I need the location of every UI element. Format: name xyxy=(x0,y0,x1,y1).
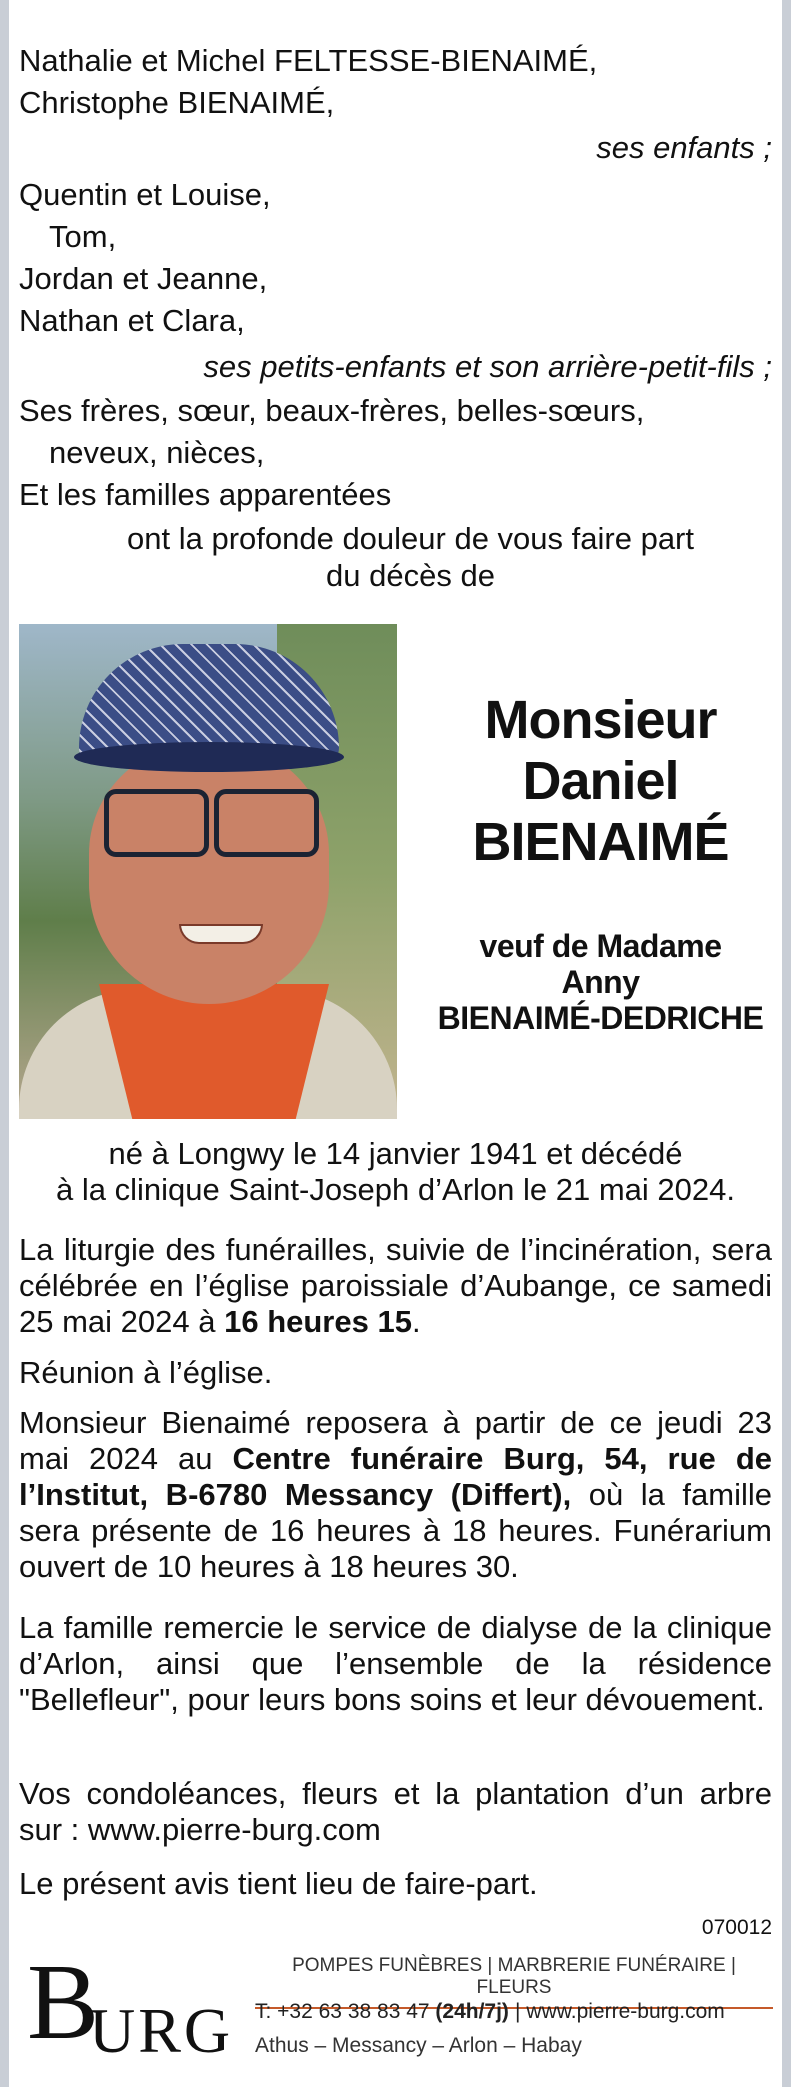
announcement xyxy=(19,520,772,594)
announcement-line: du décès de xyxy=(326,558,495,593)
children-names xyxy=(19,40,772,124)
deceased-last-name: BIENAIMÉ xyxy=(472,812,729,872)
thanks-paragraph: La famille remercie le service de dialyse de la clinique d’Arlon, ainsi que l’ensemble de la résidence "Bellefleur", pour leurs bons soins et leur dévouement. xyxy=(19,1610,772,1717)
death-line: à la clinique Saint-Joseph d’Arlon le 21 mai 2024. xyxy=(56,1172,735,1207)
funeral-center-address: Centre funéraire Burg, 54, rue de l’Institut, B-6780 Messancy (Differt), xyxy=(19,1441,772,1512)
liturgy-time: 16 heures 15 xyxy=(224,1304,412,1339)
phone-hours: (24h/7j) xyxy=(435,2000,509,2023)
grandchildren-names xyxy=(19,174,772,342)
widow-line: Anny xyxy=(561,964,640,1000)
rest-paragraph: Monsieur Bienaimé reposera à partir de ce jeudi 23 mai 2024 au Centre funéraire Burg, 54, rue de l’Institut, B-6780 Messancy (Differt), où la famille sera présente de 16 heures à 18 heures. Funérarium ouvert de 10 heures à 18 heures 30. xyxy=(19,1405,772,1584)
siblings-line: neveux, nièces, xyxy=(49,435,265,470)
services-line: POMPES FUNÈBRES | MARBRERIE FUNÉRAIRE | FLEURS xyxy=(255,1955,773,2009)
photo-cap-brim xyxy=(74,742,344,772)
grandchild-line: Nathan et Clara, xyxy=(19,303,245,338)
grandchild-line: Jordan et Jeanne, xyxy=(19,261,268,296)
siblings-line: Et les familles apparentées xyxy=(19,477,392,512)
announcement-line: ont la profonde douleur de vous faire part xyxy=(127,521,694,556)
phone-number: T: +32 63 38 83 47 xyxy=(255,2000,436,2023)
notice-paragraph: Le présent avis tient lieu de faire-part. xyxy=(19,1866,538,1901)
photo-smile xyxy=(179,924,263,944)
condolences-paragraph: Vos condoléances, fleurs et la plantation d’un arbre sur : www.pierre-burg.com xyxy=(19,1776,772,1847)
portrait-photo xyxy=(19,624,397,1119)
logo-letter-b: B xyxy=(27,1943,100,2062)
burg-logo xyxy=(27,1943,237,2066)
grandchildren-label: ses petits-enfants et son arrière-petit-fils ; xyxy=(203,349,772,384)
locations-line: Athus – Messancy – Arlon – Habay xyxy=(255,2034,582,2057)
children-label: ses enfants ; xyxy=(596,130,772,165)
siblings-line: Ses frères, sœur, beaux-frères, belles-sœurs, xyxy=(19,393,645,428)
website-link[interactable]: www.pierre-burg.com xyxy=(526,2000,725,2023)
obituary-page xyxy=(9,0,782,2087)
deceased-name xyxy=(429,690,772,873)
widow-of xyxy=(429,928,772,1036)
birth-death xyxy=(19,1136,772,1208)
photo-glasses xyxy=(104,789,314,849)
siblings-lines xyxy=(19,390,772,516)
child-line: Nathalie et Michel FELTESSE-BIENAIMÉ, xyxy=(19,43,598,78)
contact-line: T: +32 63 38 83 47 (24h/7j) | www.pierre-burg.com xyxy=(255,2000,725,2023)
photo-face xyxy=(89,744,329,1004)
grandchild-line: Quentin et Louise, xyxy=(19,177,271,212)
logo-letters: URG xyxy=(89,1995,234,2066)
widow-line: veuf de Madame xyxy=(479,928,722,964)
birth-line: né à Longwy le 14 janvier 1941 et décédé xyxy=(108,1136,683,1171)
widow-line: BIENAIMÉ-DEDRICHE xyxy=(437,1000,764,1036)
meeting-paragraph: Réunion à l’église. xyxy=(19,1355,273,1390)
deceased-title: Monsieur xyxy=(484,690,717,750)
reference-number: 070012 xyxy=(701,1916,772,1939)
liturgy-paragraph: La liturgie des funérailles, suivie de l’incinération, sera célébrée en l’église paroissiale d’Aubange, ce samedi 25 mai 2024 à 16 heures 15. xyxy=(19,1232,772,1339)
deceased-first-name: Daniel xyxy=(522,751,679,811)
child-line: Christophe BIENAIMÉ, xyxy=(19,85,335,120)
photo-shirt xyxy=(99,984,329,1119)
grandchild-line: Tom, xyxy=(49,219,117,254)
